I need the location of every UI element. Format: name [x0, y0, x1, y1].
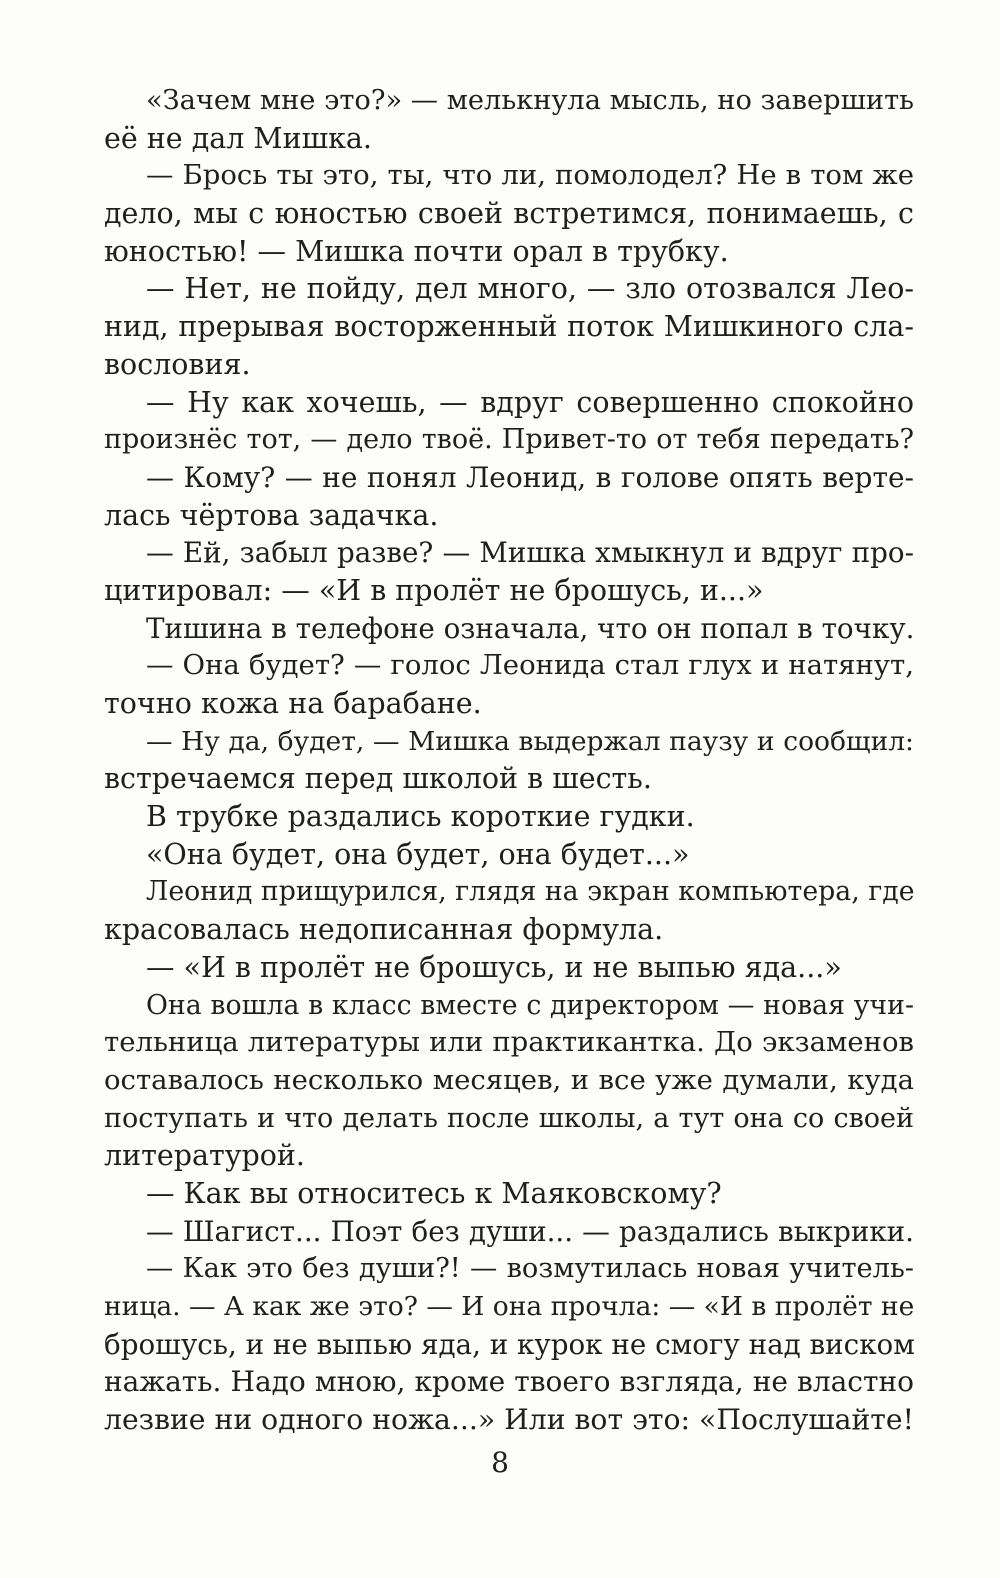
text-line: — Как это без души?! — возмутилась новая учитель-: [146, 1253, 914, 1285]
text-line: — Как вы относитесь к Маяковскому?: [146, 1176, 722, 1210]
text-line: нажать. Надо мною, кроме твоего взгляда, не властно: [104, 1365, 914, 1399]
page-body-text: [104, 82, 914, 1439]
text-line: — Шагист... Поэт без души... — раздались выкрики.: [146, 1214, 914, 1248]
text-line: встречаемся перед школой в шесть.: [104, 762, 652, 796]
text-line: вословия.: [104, 347, 251, 381]
text-line: Она вошла в класс вместе с директором — новая учи-: [146, 989, 914, 1021]
text-line: — Она будет? — голос Леонида стал глух и натянут,: [146, 649, 914, 682]
text-line: — Ну да, будет, — Мишка выдержал паузу и сообщил:: [146, 725, 914, 757]
text-line: юностью! — Мишка почти орал в трубку.: [104, 234, 729, 268]
page-number: 8: [491, 1446, 509, 1479]
text-line: произнёс тот, — дело твоё. Привет-то от тебя передать?: [104, 424, 914, 456]
text-line: цитировал: — «И в пролёт не брошусь, и...»: [104, 573, 764, 607]
text-line: «Она будет, она будет, она будет...»: [146, 837, 690, 871]
text-line: Леонид прищурился, глядя на экран компьютера, где: [146, 876, 915, 908]
text-line: её не дал Мишка.: [104, 121, 372, 155]
text-line: — «И в пролёт не брошусь, и не выпью яда...»: [146, 950, 842, 984]
text-line: Тишина в телефоне означала, что он попал в точку.: [146, 611, 915, 645]
text-line: лась чёртова задачка.: [104, 498, 439, 532]
text-line: тельница литературы или практикантка. До экзаменов: [104, 1026, 914, 1059]
text-line: литературой.: [104, 1139, 305, 1173]
text-line: поступать и что делать после школы, а тут она со своей: [104, 1102, 914, 1134]
text-line: нид, прерывая восторженный поток Мишкиного сла-: [104, 310, 914, 344]
text-line: «Зачем мне это?» — мелькнула мысль, но завершить: [146, 85, 914, 116]
text-line: — Ей, забыл разве? — Мишка хмыкнул и вдруг про-: [146, 536, 914, 570]
text-line: лезвие ни одного ножа...» Или вот это: «Послушайте!: [104, 1403, 914, 1437]
text-line: брошусь, и не выпью яда, и курок не смогу над виском: [104, 1327, 915, 1361]
text-line: точно кожа на барабане.: [104, 687, 482, 720]
text-line: — Нет, не пойду, дел много, — зло отозвался Лео-: [146, 272, 914, 306]
text-line: В трубке раздались короткие гудки.: [146, 800, 695, 834]
text-line: — Брось ты это, ты, что ли, помолодел? Не в том же: [146, 159, 914, 192]
text-line: — Ну как хочешь, — вдруг совершенно спокойно: [146, 385, 914, 419]
text-line: дело, мы с юностью своей встретимся, понимаешь, с: [104, 197, 914, 231]
text-line: — Кому? — не понял Леонид, в голове опять верте-: [146, 460, 914, 494]
text-line: оставалось несколько месяцев, и все уже думали, куда: [104, 1063, 914, 1096]
text-line: красовалась недописанная формула.: [104, 913, 664, 947]
text-line: ница. — А как же это? — И она прочла: — «И в пролёт не: [104, 1291, 915, 1322]
